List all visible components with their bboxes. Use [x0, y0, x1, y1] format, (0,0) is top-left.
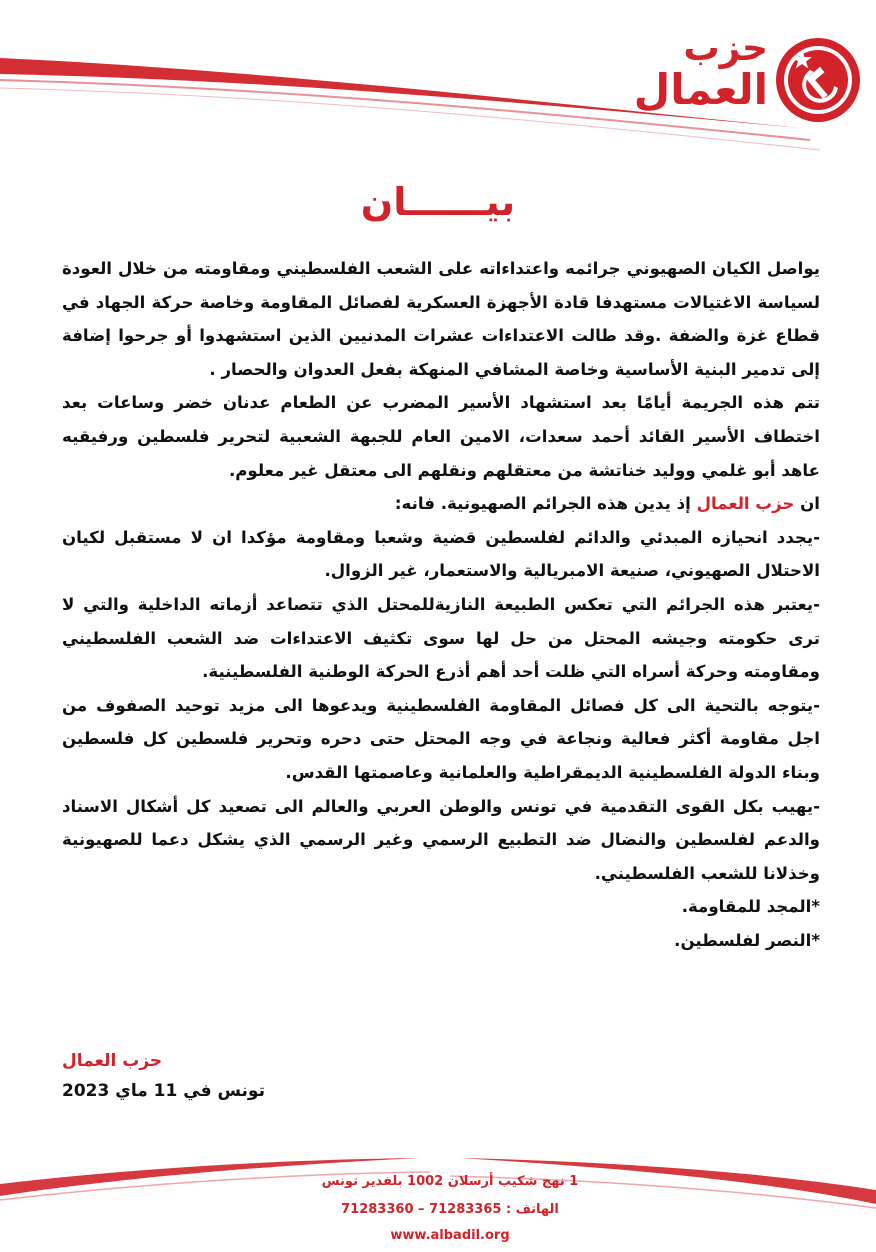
logo-line-1: حزب: [683, 28, 768, 69]
letterhead: [0, 0, 876, 170]
signature-block: [62, 1046, 265, 1106]
paragraph-2: تتم هذه الجريمة أيامًا بعد استشهاد الأسير المضرب عن الطعام عدنان خضر وساعات بعد اختطاف الأسير القائد أحمد سعدات، الامين العام للجبهة الشعبية لتحرير فلسطين ورفيقيه عاهد أبو غلمي ووليد خناتشة من معتقلهم ونقلهم الى معتقل غير معلوم.: [62, 393, 820, 480]
footer-address: 1 نهج شكيب أرسلان 1002 بلفدير تونس: [321, 1174, 579, 1189]
paragraph-3: [62, 487, 820, 521]
footer: [0, 1150, 876, 1252]
statement-body: [62, 252, 820, 957]
paragraph-1: يواصل الكيان الصهيوني جرائمه واعتداءاته على الشعب الفلسطيني ومقاومته من خلال العودة لسياسة الاغتيالات مستهدفا قادة الأجهزة العسكرية لفصائل المقاومة وخاصة حركة الجهاد في قطاع غزة والضفة .وقد طالت الاعتداءات عشرات المدنيين الذين استشهدوا أو جرحوا إضافة إلى تدمير البنية الأساسية وخاصة المشافي المنهكة بفعل العدوان والحصار .: [62, 259, 820, 379]
paragraph-5: -يعتبر هذه الجرائم التي تعكس الطبيعة النازيةللمحتل الذي تتصاعد أزماته الداخلية والتي لا ترى حكومته وجيشه المحتل من حل لها سوى تكثيف الاعتداءات ضد الشعب الفلسطيني ومقاومته وحركة أسراه التي ظلت أحد أهم أذرع الحركة الوطنية الفلسطينية.: [62, 594, 820, 682]
paragraph-3-rest: إذ يدين هذه الجرائم الصهيونية. فانه:: [394, 494, 697, 514]
paragraph-4: -يجدد انحيازه المبدئي والدائم لفلسطين قضية وشعبا ومقاومة مؤكدا ان لا مستقبل لكيان الاحتلال الصهيوني، صنيعة الامبريالية والاستعمار، غير الزوال.: [62, 527, 820, 581]
paragraph-3-prefix: ان: [794, 494, 820, 514]
hammer-sickle-star-icon: [774, 28, 862, 132]
party-name-highlight: حزب العمال: [696, 494, 795, 514]
paragraph-7: -يهيب بكل القوى التقدمية في تونس والوطن العربي والعالم الى تصعيد كل أشكال الاسناد والدعم لفلسطين والنضال ضد التطبيع الرسمي وغير الرسمي الذي يشكل دعما للصهيونية وخذلانا للشعب الفلسطيني.: [62, 796, 820, 883]
slogan-2: *النصر لفلسطين.: [674, 930, 820, 950]
signature-date: تونس في 11 ماي 2023: [62, 1081, 265, 1101]
footer-phone: الهاتف : 71283365 – 71283360: [341, 1202, 559, 1217]
statement-title: بيــــــان: [360, 180, 516, 224]
slogan-1: *المجد للمقاومة.: [681, 897, 820, 917]
logo-line-2: العمال: [633, 64, 768, 114]
signature-party: حزب العمال: [62, 1051, 163, 1071]
party-logo-text: [634, 30, 768, 112]
paragraph-6: -يتوجه بالتحية الى كل فصائل المقاومة الفلسطينية ويدعوها الى مزيد توحيد الصفوف من اجل مقاومة أكثر فعالية ونجاعة في وجه المحتل حتى دحره وتحرير فلسطين كل فلسطين وبناء الدولة الفلسطينية الديمقراطية والعلمانية وعاصمتها القدس.: [62, 695, 820, 782]
footer-website-link[interactable]: www.albadil.org: [390, 1228, 510, 1243]
